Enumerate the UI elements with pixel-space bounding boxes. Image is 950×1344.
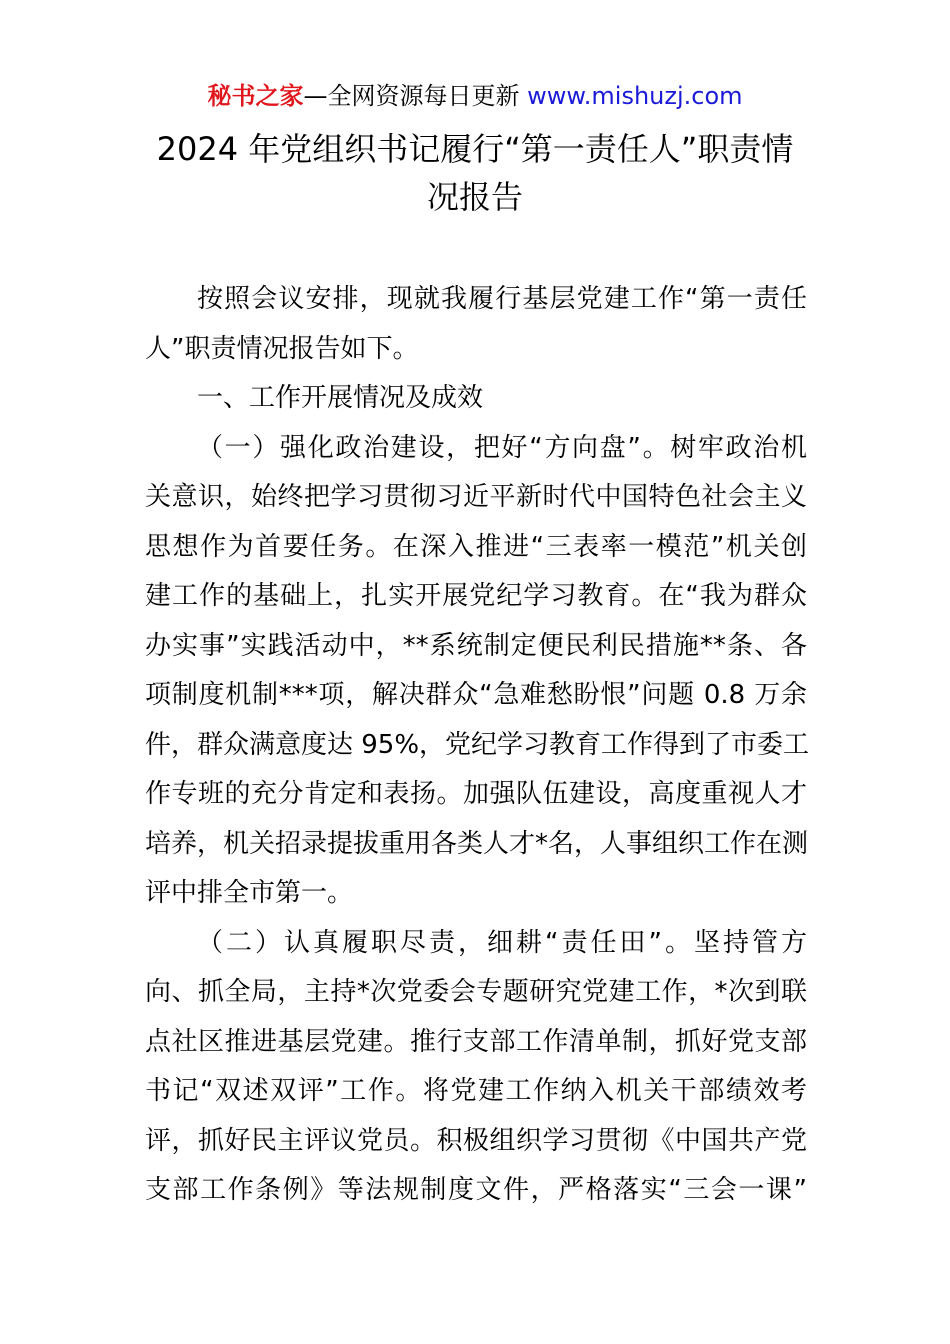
site-url-link[interactable]: www.mishuzj.com <box>527 82 743 110</box>
paragraph-line: 思想作为首要任务。在深入推进“三表率一模范”机关创 <box>145 531 807 562</box>
paragraph-line: 作专班的充分肯定和表扬。加强队伍建设，高度重视人才 <box>145 779 807 809</box>
paragraph-line: 按照会议安排，现就我履行基层党建工作“第一责任 <box>197 284 807 314</box>
paragraph-line: 办实事”实践活动中，**系统制定便民利民措施**条、各 <box>145 630 807 661</box>
site-name: 秘书之家 <box>207 82 304 110</box>
paragraph-line: 支部工作条例》等法规制度文件，严格落实“三会一课” <box>145 1175 807 1205</box>
paragraph-line: （二）认真履职尽责，细耕“责任田”。坚持管方 <box>197 927 807 958</box>
title-line: 2024 年党组织书记履行“第一责任人”职责情 <box>156 130 794 168</box>
paragraph-line: 点社区推进基层党建。推行支部工作清单制，抓好党支部 <box>145 1026 807 1057</box>
paragraph-line: 人”职责情况报告如下。 <box>145 333 419 364</box>
section-heading: 一、工作开展情况及成效 <box>197 383 484 413</box>
paragraph-line: 建工作的基础上，扎实开展党纪学习教育。在“我为群众 <box>145 581 807 611</box>
paragraph-line: 向、抓全局，主持*次党委会专题研究党建工作，*次到联 <box>145 977 807 1007</box>
paragraph-line: （一）强化政治建设，把好“方向盘”。树牢政治机 <box>197 432 807 463</box>
document-body <box>145 275 810 1216</box>
title-line: 况报告 <box>426 178 523 216</box>
document-title <box>120 125 830 221</box>
site-tagline: —全网资源每日更新 <box>303 82 520 110</box>
paragraph-line: 评，抓好民主评议党员。积极组织学习贯彻《中国共产党 <box>145 1125 807 1156</box>
paragraph-line: 件，群众满意度达 95%，党纪学习教育工作得到了市委工 <box>145 729 810 760</box>
site-header <box>0 80 950 112</box>
paragraph-line: 书记“双述双评”工作。将党建工作纳入机关干部绩效考 <box>145 1076 807 1106</box>
paragraph-line: 评中排全市第一。 <box>145 878 354 908</box>
paragraph-line: 项制度机制***项，解决群众“急难愁盼恨”问题 0.8 万余 <box>145 680 807 710</box>
paragraph-line: 培养，机关招录提拔重用各类人才*名，人事组织工作在测 <box>145 828 809 859</box>
paragraph-line: 关意识，始终把学习贯彻习近平新时代中国特色社会主义 <box>145 482 807 512</box>
